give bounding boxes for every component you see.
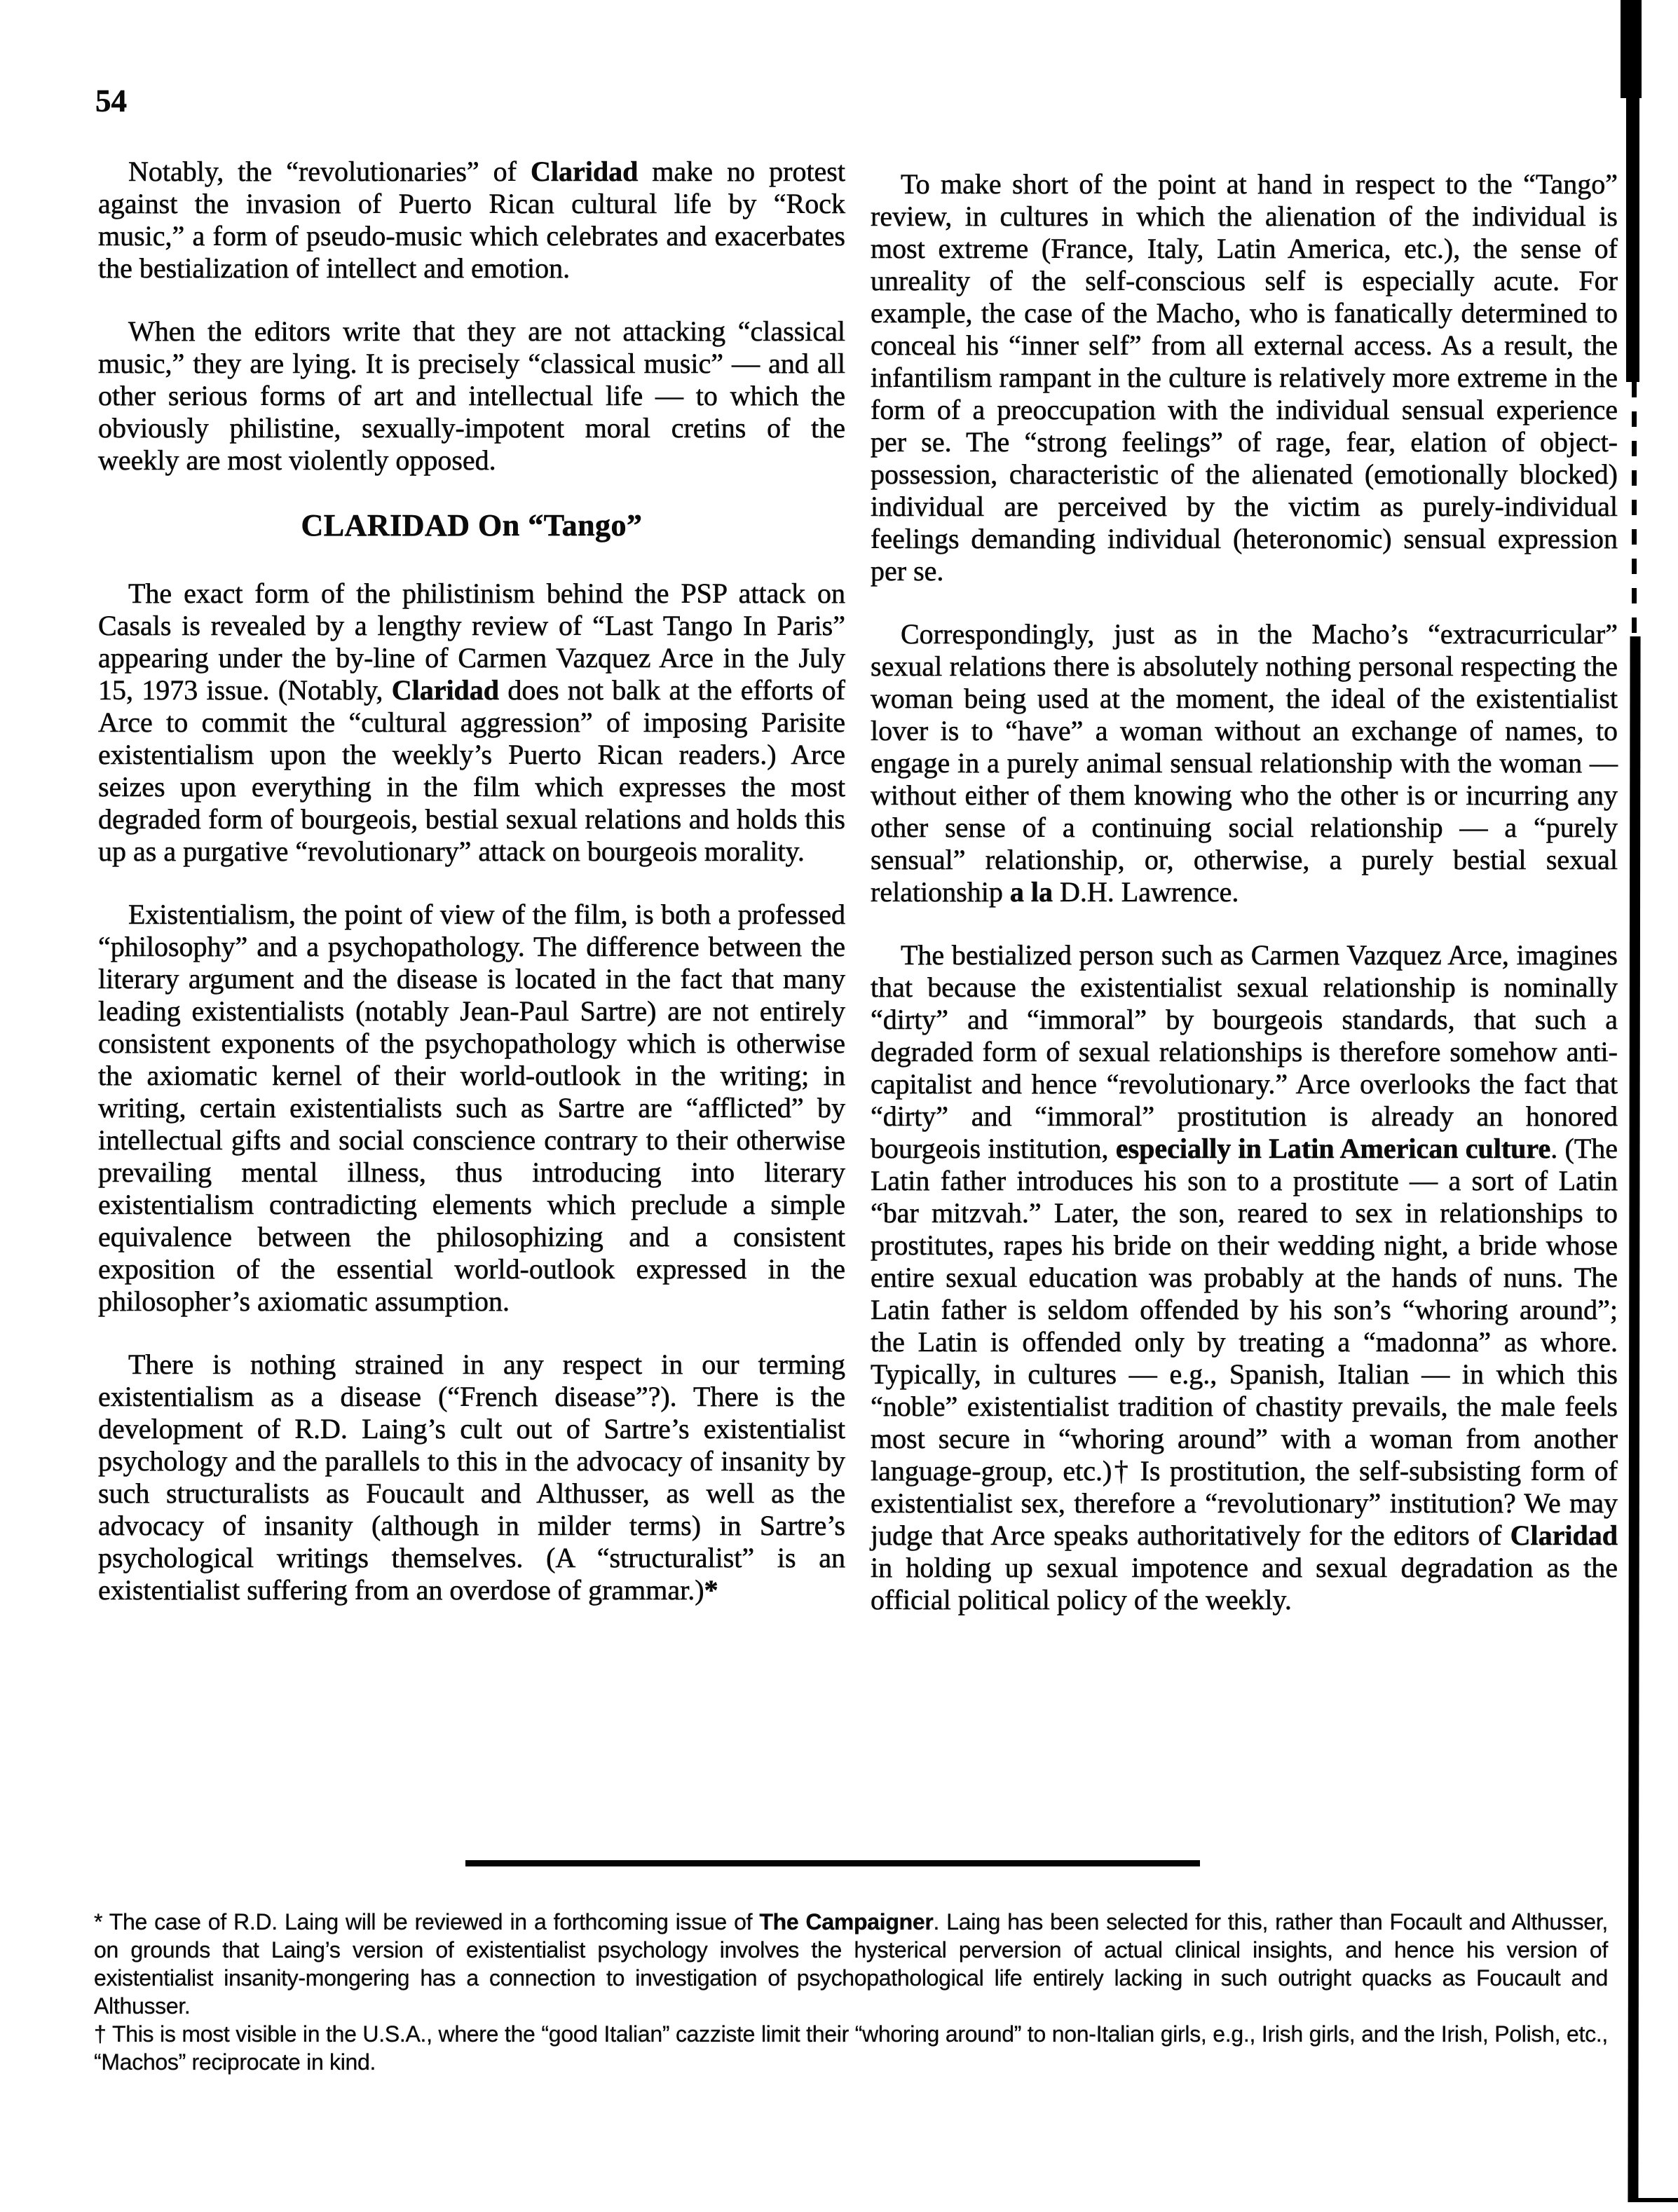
footnote-divider (465, 1860, 1200, 1866)
page-number: 54 (95, 83, 127, 118)
paragraph (98, 315, 845, 477)
footnotes-block (94, 1908, 1608, 2076)
text-run: Claridad (391, 674, 500, 706)
text-run: The Campaigner (759, 1909, 934, 1934)
text-run: especially in Latin American culture (1115, 1133, 1551, 1164)
footnote (94, 1908, 1608, 2020)
text-run: make no protest against the invasion of Puerto Rican cultural life by “Rock music,” a form of pseudo-music which celebrates and exacerbates the bestialization of intellect and emotion. (98, 156, 845, 284)
section-heading: CLARIDAD On “Tango” (301, 508, 643, 542)
paragraph (871, 939, 1618, 1616)
text-run: does not balk at the efforts of Arce to commit the “cultural aggression” of imposing Parisite existentialism upon the weekly’s Puerto Rican readers.) Arce seizes upon everything in the film which expresses the most degraded form of bourgeois, bestial sexual relations and holds this up as a purgative “revolutionary” attack on bourgeois morality. (98, 674, 845, 867)
left-column (98, 156, 845, 1606)
footnote (94, 2020, 1608, 2076)
paragraph (98, 1349, 845, 1606)
text-run: * (704, 1574, 718, 1606)
text-run: Claridad (1510, 1520, 1618, 1551)
text-run: Notably, the “revolutionaries” of (128, 156, 531, 187)
text-run: Claridad (531, 156, 639, 187)
paragraph (98, 899, 845, 1318)
text-run: There is nothing strained in any respect in our terming existentialism as a disease (“French disease”?). There is the development of R.D. Laing’s cult out of Sartre’s existentialist psychology and the parallels to this in the advocacy of insanity by such structuralists as Foucault and Althusser, as well as the advocacy of insanity (although in milder terms) in Sartre’s psychological writings themselves. (A “structuralist” is an existentialist suffering from an overdose of grammar.) (98, 1349, 845, 1606)
text-run: . Laing has been selected for this, rather than Focault and Althusser, on grounds that Laing’s version of existentialist psychology involves the hysterical perversion of actual clinical insights, and hence his version of existentialist insanity-mongering has a connection to investigation of psychopathological life entirely lacking in such outright quacks as Foucault and Althusser. (94, 1909, 1608, 2019)
paragraph (98, 156, 845, 285)
text-run: in holding up sexual impotence and sexual degradation as the official political policy of the weekly. (871, 1552, 1618, 1616)
text-run: a la (1009, 876, 1053, 908)
text-run: Existentialism, the point of view of the film, is both a professed “philosophy” and a psychopathology. The difference between the literary argument and the disease is located in the fact that many leading existentialists (notably Jean-Paul Sartre) are not entirely consistent exponents of the psychopathology which is otherwise the axiomatic kernel of their world-outlook in the writing; in writing, certain existentialists such as Sartre are “afflicted” by intellectual gifts and social conscience contrary to their otherwise prevailing mental illness, thus introducing into literary existentialism contradicting elements which preclude a simple equivalence between the philosophizing and a consistent exposition of the essential world-outlook expressed in the philosopher’s axiomatic assumption. (98, 899, 845, 1317)
text-run: When the editors write that they are not attacking “classical music,” they are lying. It is precisely “classical music” — and all other serious forms of art and intellectual life — to which the obviously philistine, sexually-impotent moral cretins of the weekly are most violently opposed. (98, 315, 845, 476)
paragraph (98, 578, 845, 868)
scan-edge-artifact (1621, 0, 1642, 98)
text-run: The exact form of the philistinism behind the PSP attack on Casals is revealed by a lengthy review of “Last Tango In Paris” appearing under the by-line of Carmen Vazquez Arce in the July 15, 1973 issue. (Notably, (98, 578, 845, 706)
text-run: The bestialized person such as Carmen Vazquez Arce, imagines that because the existentialist sexual relationship is nominally “dirty” and “immoral” by bourgeois standards, that such a degraded form of sexual relationships is therefore somehow anti-capitalist and hence “revolutionary.” Arce overlooks the fact that “dirty” and “immoral” prostitution is already an honored bourgeois institution, (871, 939, 1618, 1164)
text-run: Correspondingly, just as in the Macho’s “extracurricular” sexual relations there is absolutely nothing personal respecting the woman being used at the moment, the ideal of the existentialist lover is to “have” a woman without an exchange of names, to engage in a purely animal sensual relationship with the woman — without either of them knowing who the other is or incurring any other sense of a continuing social relationship — a “purely sensual” relationship, or, otherwise, a purely bestial sexual relationship (871, 618, 1618, 908)
scan-edge-artifact (1633, 2198, 1678, 2202)
text-run: † This is most visible in the U.S.A., where the “good Italian” cazziste limit their “whoring around” to non-Italian girls, e.g., Irish girls, and the Irish, Polish, etc., “Machos” reciprocate in kind. (94, 2021, 1608, 2075)
text-run: . (The Latin father introduces his son to a prostitute — a sort of Latin “bar mitzvah.” Later, the son, reared to sex in relationships to prostitutes, rapes his bride on their wedding night, a bride whose entire sexual education was probably at the hands of nuns. The Latin father is seldom offended by his son’s “whoring around”; the Latin is offended only by treating a “madonna” as whore. Typically, in cultures — e.g., Spanish, Italian — in which this “noble” existentialist tradition of chastity prevails, the male feels most secure in “whoring around” with a woman from another language-group, etc.)† Is prostitution, the self-subsisting form of existentialist sex, therefore a “revolutionary” institution? We may judge that Arce speaks authoritatively for the editors of (871, 1133, 1618, 1551)
paragraph (871, 168, 1618, 587)
scan-edge-artifact (1628, 636, 1640, 2202)
paragraph (871, 618, 1618, 908)
scan-edge-artifact (1632, 382, 1637, 640)
right-column (871, 168, 1618, 1616)
text-run: To make short of the point at hand in respect to the “Tango” review, in cultures in which the alienation of the individual is most extreme (France, Italy, Latin America, etc.), the sense of unreality of the self-conscious self is especially acute. For example, the case of the Macho, who is fanatically determined to conceal his “inner self” from all external access. As a result, the infantilism rampant in the culture is relatively more extreme in the form of a preoccupation with the individual sensual experience per se. The “strong feelings” of rage, fear, elation of object-possession, characteristic of the alienated (emotionally blocked) individual are perceived by the victim as purely-individual feelings demanding individual (heteronomic) sensual expression per se. (871, 168, 1618, 587)
text-run: * The case of R.D. Laing will be reviewed in a forthcoming issue of (94, 1909, 760, 1934)
scan-edge-artifact (1626, 91, 1639, 382)
text-run: D.H. Lawrence. (1052, 876, 1239, 908)
